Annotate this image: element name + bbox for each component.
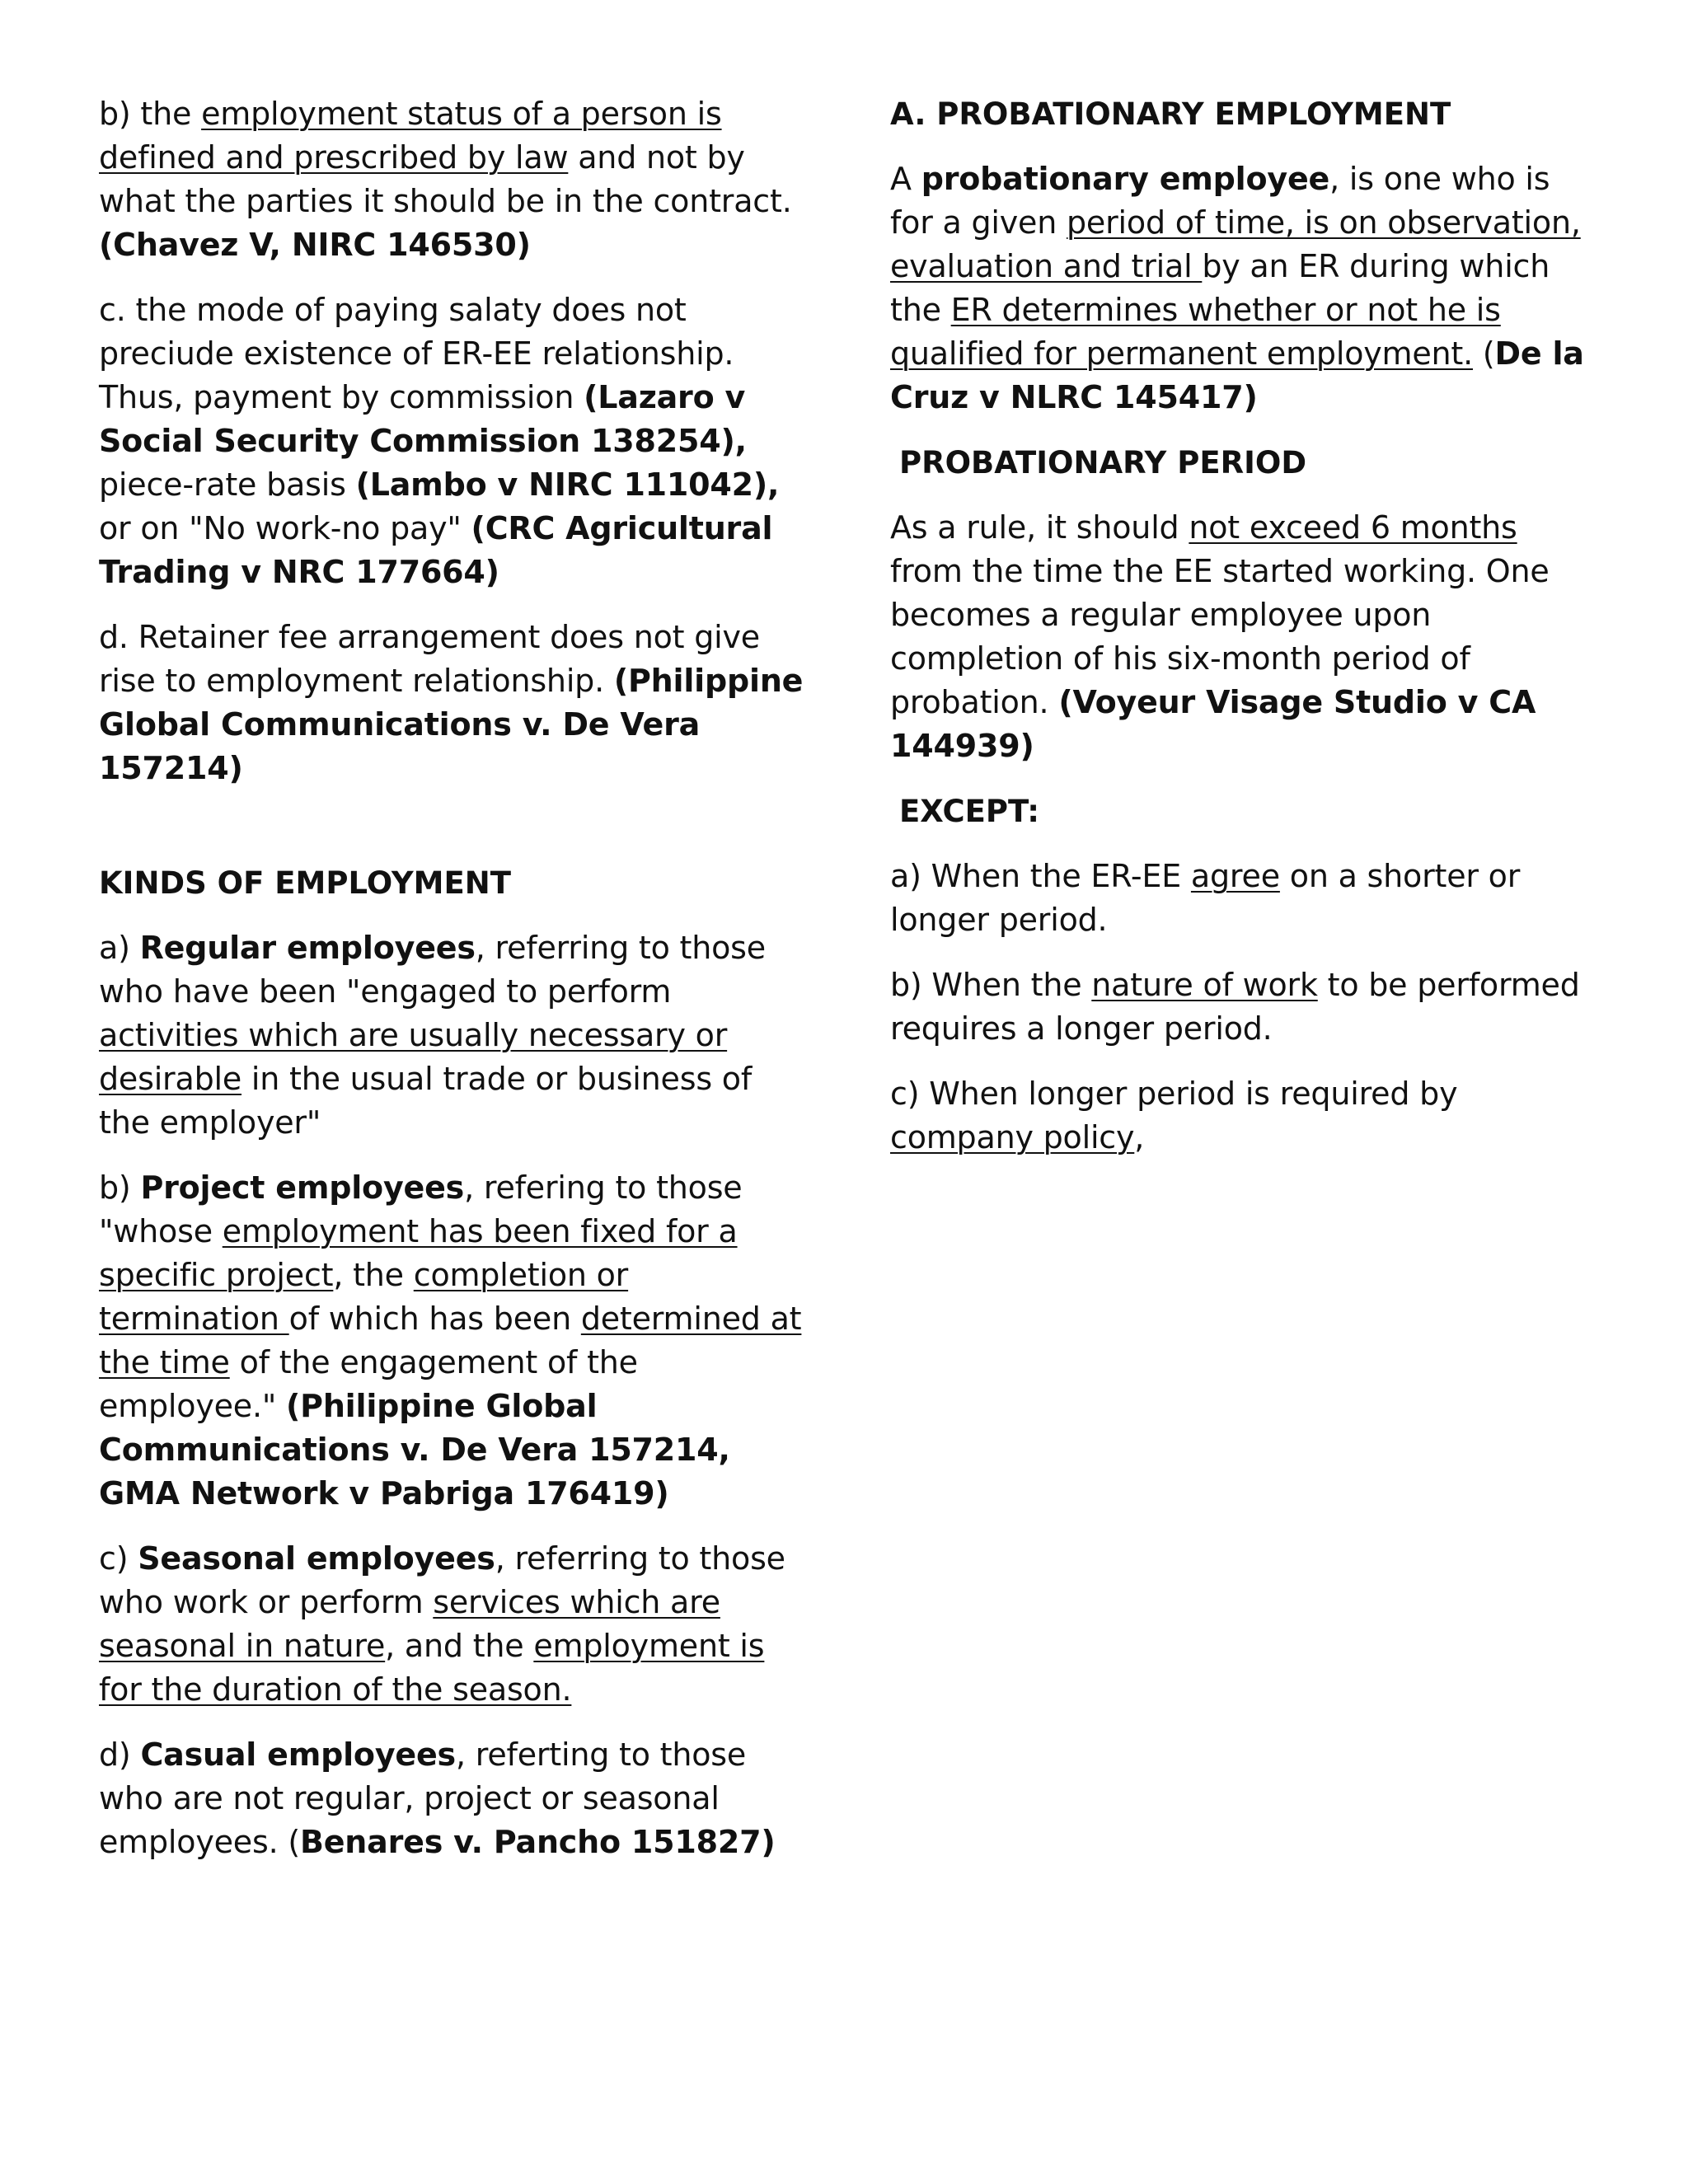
term: Seasonal employees [138,1540,495,1577]
paragraph-employment-status [99,92,808,267]
underlined-text: services which are seasonal in nature [99,1584,720,1664]
text: c) [99,1540,138,1577]
paragraph-except-a [890,855,1599,942]
paragraph-probationary-rule [890,506,1599,768]
text: , the [333,1257,414,1293]
paragraph-project-employees [99,1166,808,1516]
paragraph-casual-employees [99,1733,808,1864]
underlined-text: nature of work [1091,967,1318,1003]
text: ( [1473,335,1495,372]
case-citation: (Philippine Global Communications v. De Vera 157214, GMA Network v Pabriga 176419) [99,1388,730,1511]
text: b) [99,1169,141,1206]
case-citation: (Voyeur Visage Studio v CA 144939) [890,684,1536,764]
case-citation: (Lambo v NIRC 111042), [355,466,780,503]
text: in the usual trade or business of the employer" [99,1061,753,1141]
case-citation: (Philippine Global Communications v. De Vera 157214) [99,663,804,786]
right-column [890,92,1599,1181]
term: probationary employee [921,161,1330,197]
left-column [99,92,808,1886]
text: and not by what the parties it should be in the contract. [99,139,792,219]
text: c) When longer period is required by [890,1076,1458,1112]
underlined-text: company policy [890,1119,1135,1155]
underlined-text: ER determines whether or not he is qualified for permanent employment. [890,292,1501,372]
text: d) [99,1736,141,1773]
underlined-text: employment status of a person is defined and prescribed by law [99,96,722,176]
text: , referring to those who work or perform [99,1540,785,1620]
paragraph-except-b [890,963,1599,1051]
case-citation: (CRC Agricultural Trading v NRC 177664) [99,510,773,590]
text: , and the [385,1628,534,1664]
paragraph-seasonal-employees [99,1537,808,1712]
text: from the time the EE started working. One becomes a regular employee upon completion of his six-month period of probation. [890,553,1550,720]
text: c. the mode of paying salaty does not preciude existence of ER-EE relationship. Thus, payment by commission [99,292,734,415]
text: , is one who is for a given [890,161,1550,241]
text: of the engagement of the employee." [99,1344,638,1424]
paragraph-except-c [890,1072,1599,1160]
underlined-text: not exceed 6 months [1189,509,1517,546]
underlined-text: employment is for the duration of the season. [99,1628,765,1708]
text: or on "No work-no pay" [99,510,471,546]
underlined-text: completion or termination [99,1257,629,1337]
text: by an ER during which the [890,248,1550,328]
underlined-text: activities which are usually necessary or desirable [99,1017,728,1097]
paragraph-mode-of-paying [99,288,808,594]
text: As a rule, it should [890,509,1189,546]
underlined-text: period of time, is on observation, evaluation and trial [890,204,1581,284]
text: on a shorter or longer period. [890,858,1521,938]
term: Regular employees [139,930,476,966]
section-heading-kinds-of-employment: KINDS OF EMPLOYMENT [99,865,511,901]
underlined-text: determined at the time [99,1301,802,1380]
section-heading-probationary-employment: A. PROBATIONARY EMPLOYMENT [890,96,1451,132]
text: A [890,161,921,197]
text: a) When the ER-EE [890,858,1191,894]
case-citation: (Chavez V, NIRC 146530) [99,227,531,263]
paragraph-regular-employees [99,926,808,1145]
text: , refering to those "whose [99,1169,743,1249]
text: b) the [99,96,202,132]
case-citation: Benares v. Pancho 151827) [299,1824,776,1860]
text: , [1134,1119,1145,1155]
text: d. Retainer fee arrangement does not give rise to employment relationship. [99,619,760,699]
term: Casual employees [140,1736,456,1773]
case-citation: De la Cruz v NLRC 145417) [890,335,1584,415]
text: , referring to those who have been "engaged to perform [99,930,766,1010]
case-citation: (Lazaro v Social Security Commission 138254), [99,379,747,459]
underlined-text: employment has been fixed for a specific project [99,1213,738,1293]
underlined-text: agree [1190,858,1280,894]
section-heading-except: EXCEPT: [899,794,1040,829]
paragraph-retainer-fee [99,616,808,790]
text: piece-rate basis [99,466,356,503]
text: b) When the [890,967,1092,1003]
text: a) [99,930,140,966]
text: of which has been [288,1301,581,1337]
paragraph-probationary-employee [890,157,1599,419]
text: , referting to those who are not regular, project or seasonal employees. ( [99,1736,747,1860]
section-heading-probationary-period: PROBATIONARY PERIOD [899,445,1307,480]
text: to be performed requires a longer period. [890,967,1580,1047]
term: Project employees [140,1169,465,1206]
